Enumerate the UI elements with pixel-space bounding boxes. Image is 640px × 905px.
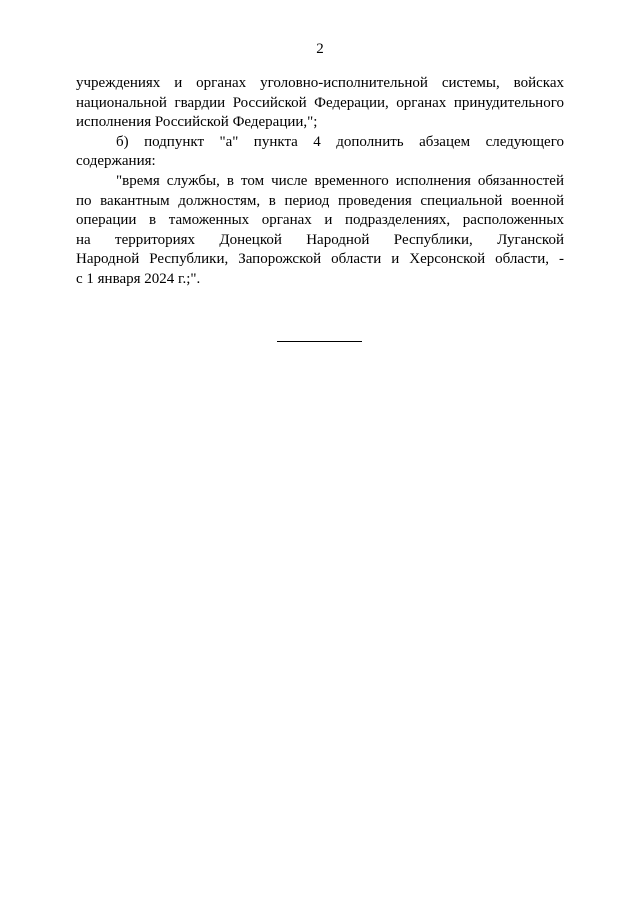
text-line: по вакантным должностям, в период проведения специальной военной <box>76 192 564 209</box>
paragraph-continuation <box>76 74 564 133</box>
document-body <box>76 74 564 290</box>
paragraph-subpoint-b <box>76 133 564 172</box>
paragraph-quoted-amendment <box>76 172 564 290</box>
text-line: исполнения Российской Федерации,"; <box>76 114 318 131</box>
text-line: Народной Республики, Запорожской области и Херсонской области, - <box>76 251 564 268</box>
text-line: б) подпункт "а" пункта 4 дополнить абзацем следующего <box>116 133 564 150</box>
text-line: национальной гвардии Российской Федерации, органах принудительного <box>76 94 564 111</box>
text-line: операции в таможенных органах и подразделениях, расположенных <box>76 212 564 229</box>
text-line: "время службы, в том числе временного исполнения обязанностей <box>116 172 564 189</box>
text-line: на территориях Донецкой Народной Республики, Луганской <box>76 231 564 248</box>
page-number: 2 <box>316 41 324 57</box>
text-line: содержания: <box>76 153 156 170</box>
end-divider-line <box>277 341 362 342</box>
text-line: с 1 января 2024 г.;". <box>76 270 201 287</box>
text-line: учреждениях и органах уголовно-исполнительной системы, войсках <box>76 75 564 91</box>
